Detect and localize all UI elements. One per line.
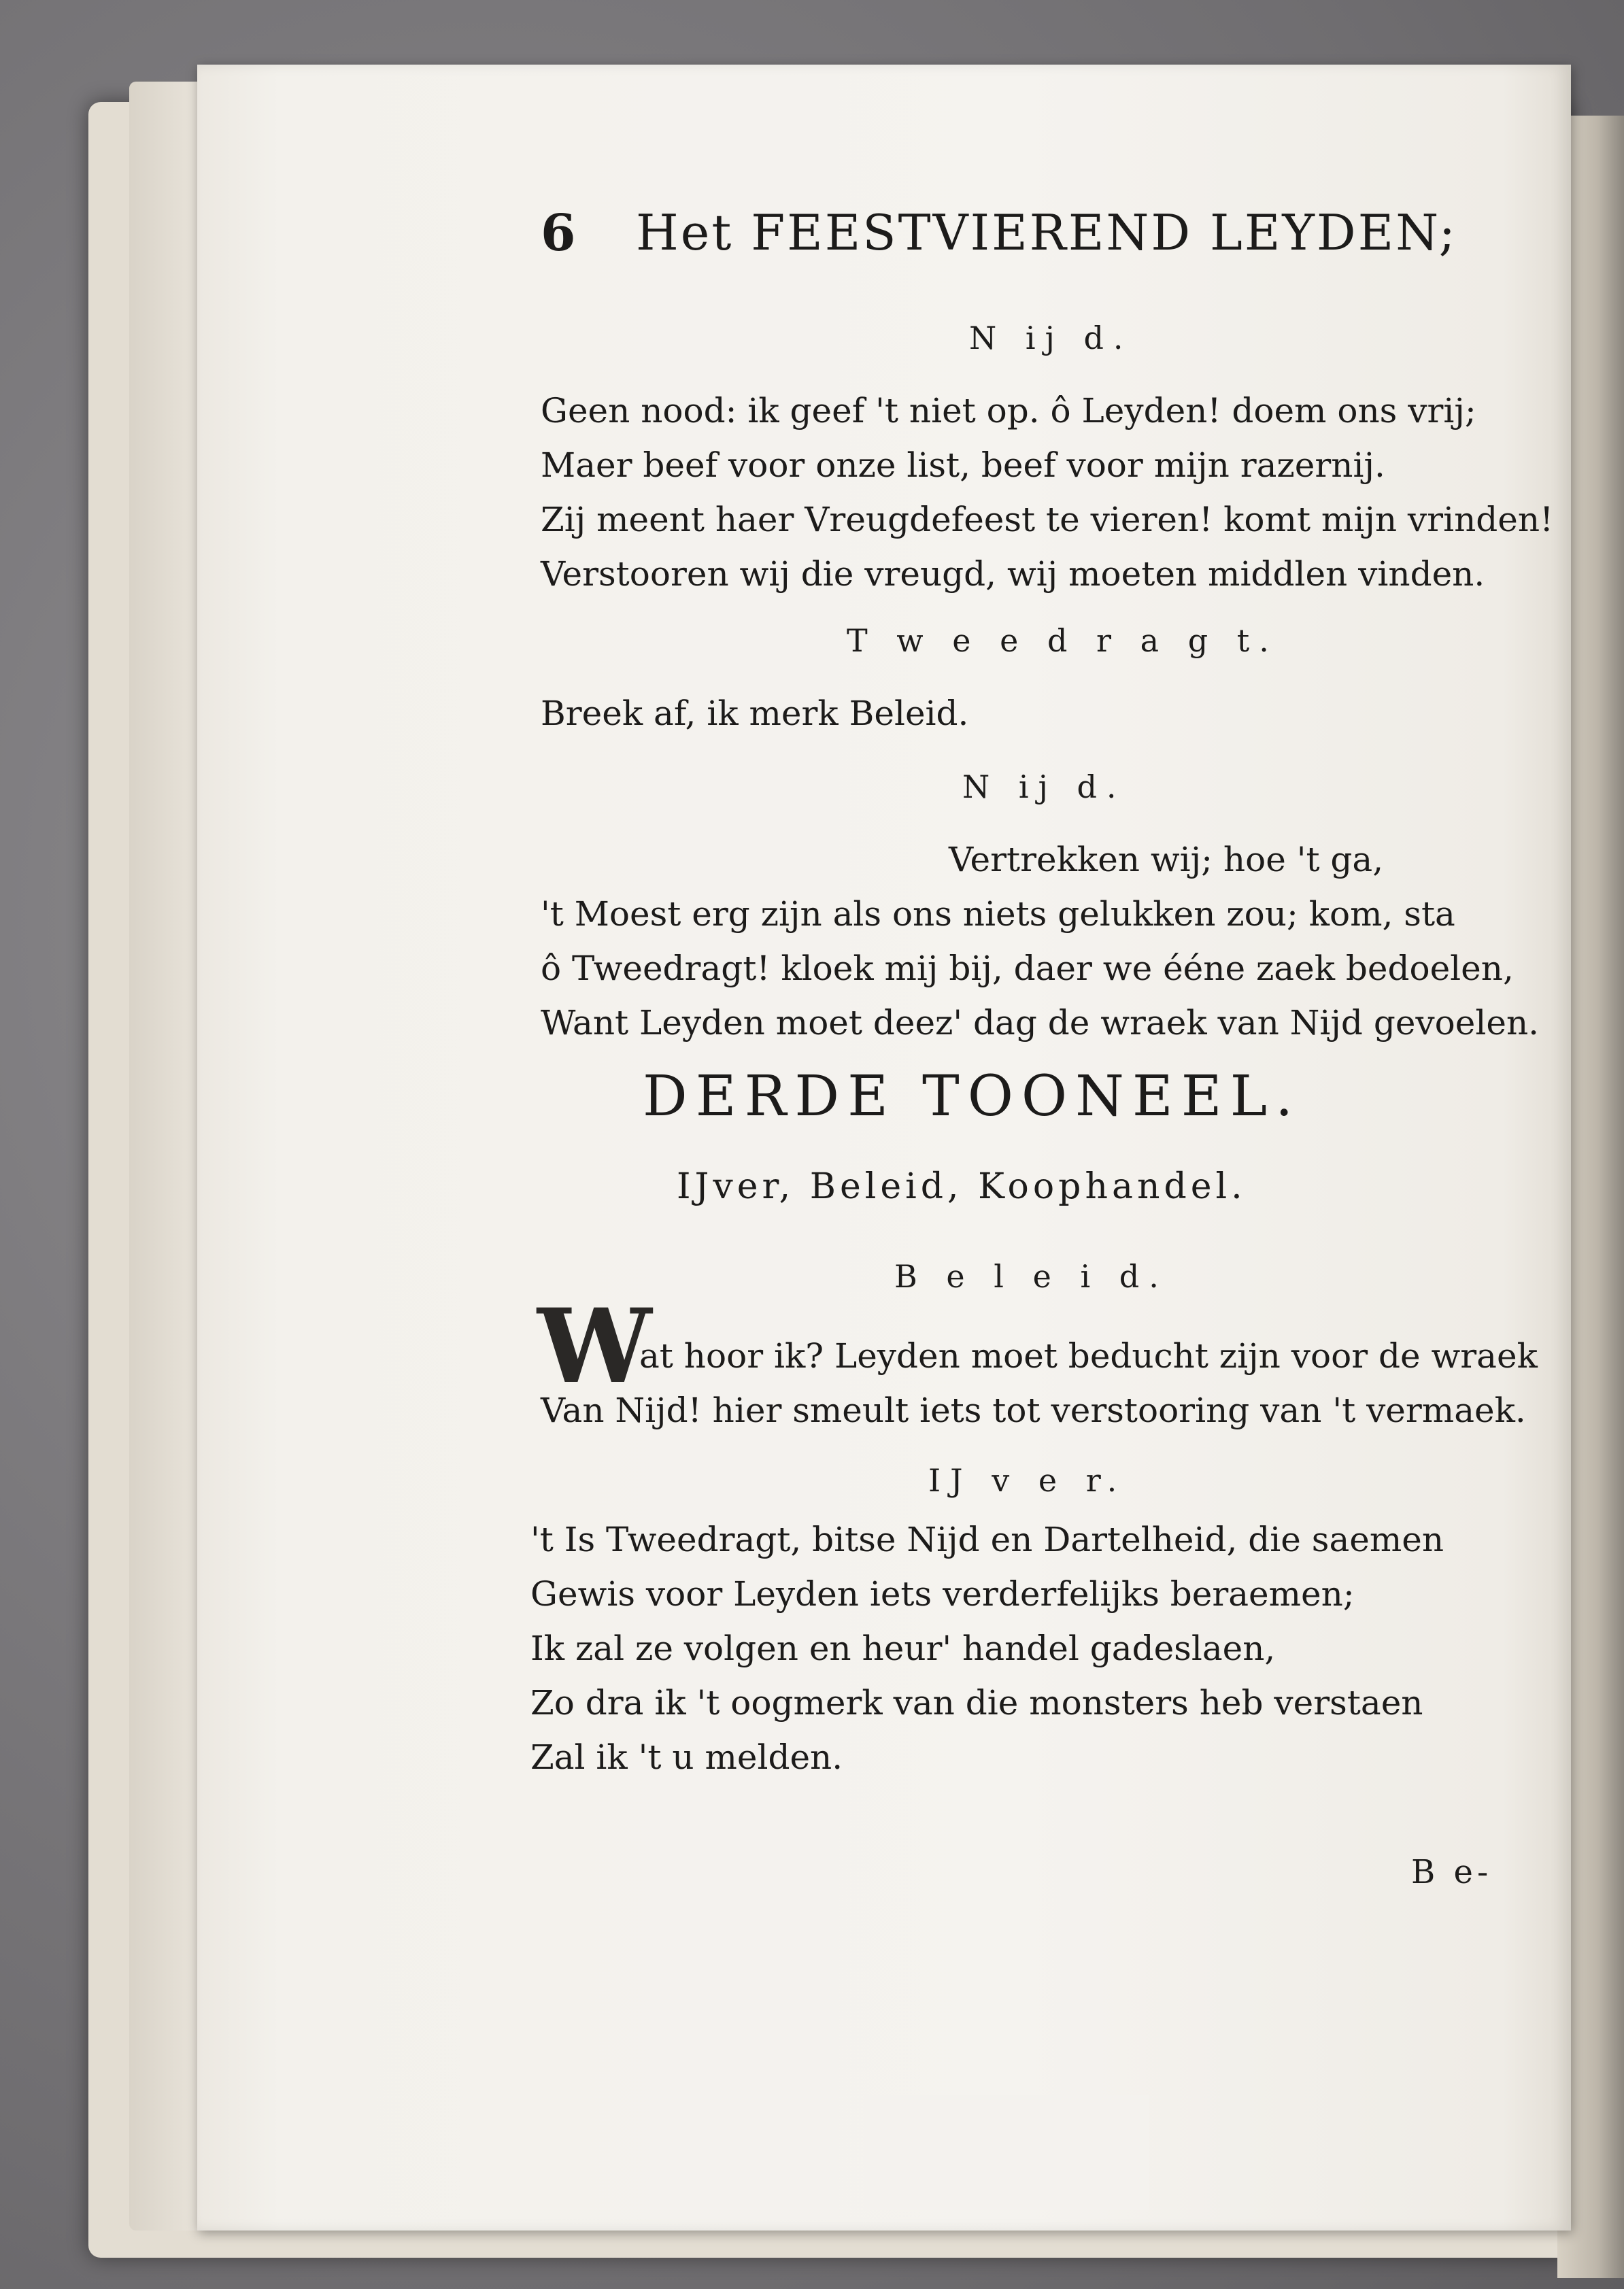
paper-slip <box>864 2095 1149 2210</box>
verse-line: Breek af, ik merk Beleid. <box>541 694 969 733</box>
verse-line: 't Moest erg zijn als ons niets gelukken zou; kom, sta <box>541 894 1455 934</box>
verse-line: Zal ik 't u melden. <box>530 1737 843 1777</box>
speaker-heading: N ij d. <box>969 320 1133 356</box>
drop-capital: W <box>537 1287 652 1406</box>
page-number: 6 <box>541 204 576 262</box>
speaker-heading: T w e e d r a g t. <box>847 622 1279 659</box>
scene-cast: IJver, Beleid, Koophandel. <box>677 1166 1247 1207</box>
verse-line: Vertrekken wij; hoe 't ga, <box>949 840 1384 879</box>
verse-line: Verstooren wij die vreugd, wij moeten middlen vinden. <box>541 554 1485 594</box>
verse-line: ô Tweedragt! kloek mij bij, daer we ééne zaek bedoelen, <box>541 949 1514 988</box>
verse-line: Zij meent haer Vreugdefeest te vieren! komt mijn vrinden! <box>541 500 1554 539</box>
scene-title: DERDE TOONEEL. <box>643 1064 1302 1129</box>
verse-line: Zo dra ik 't oogmerk van die monsters heb verstaen <box>530 1683 1423 1723</box>
verse-line: at hoor ik? Leyden moet beducht zijn voor de wraek <box>639 1336 1538 1376</box>
verse-line: Ik zal ze volgen en heur' handel gadeslaen, <box>530 1629 1276 1668</box>
catchword: B e- <box>1411 1853 1493 1891</box>
speaker-heading: IJ v e r. <box>928 1462 1127 1499</box>
running-head: Het FEESTVIEREND LEYDEN; <box>636 204 1457 261</box>
speaker-heading: B e l e i d. <box>894 1258 1168 1295</box>
verse-line: Want Leyden moet deez' dag de wraek van Nijd gevoelen. <box>541 1003 1540 1042</box>
verse-line: Maer beef voor onze list, beef voor mijn razernij. <box>541 445 1385 485</box>
verse-line: 't Is Tweedragt, bitse Nijd en Dartelheid, die saemen <box>530 1520 1444 1559</box>
verse-line: Van Nijd! hier smeult iets tot verstooring van 't vermaek. <box>541 1391 1526 1430</box>
verse-line: Gewis voor Leyden iets verderfelijks beraemen; <box>530 1574 1355 1614</box>
book-page <box>197 65 1571 2231</box>
speaker-heading: N ij d. <box>962 768 1126 805</box>
verse-line: Geen nood: ik geef 't niet op. ô Leyden! doem ons vrij; <box>541 391 1476 430</box>
